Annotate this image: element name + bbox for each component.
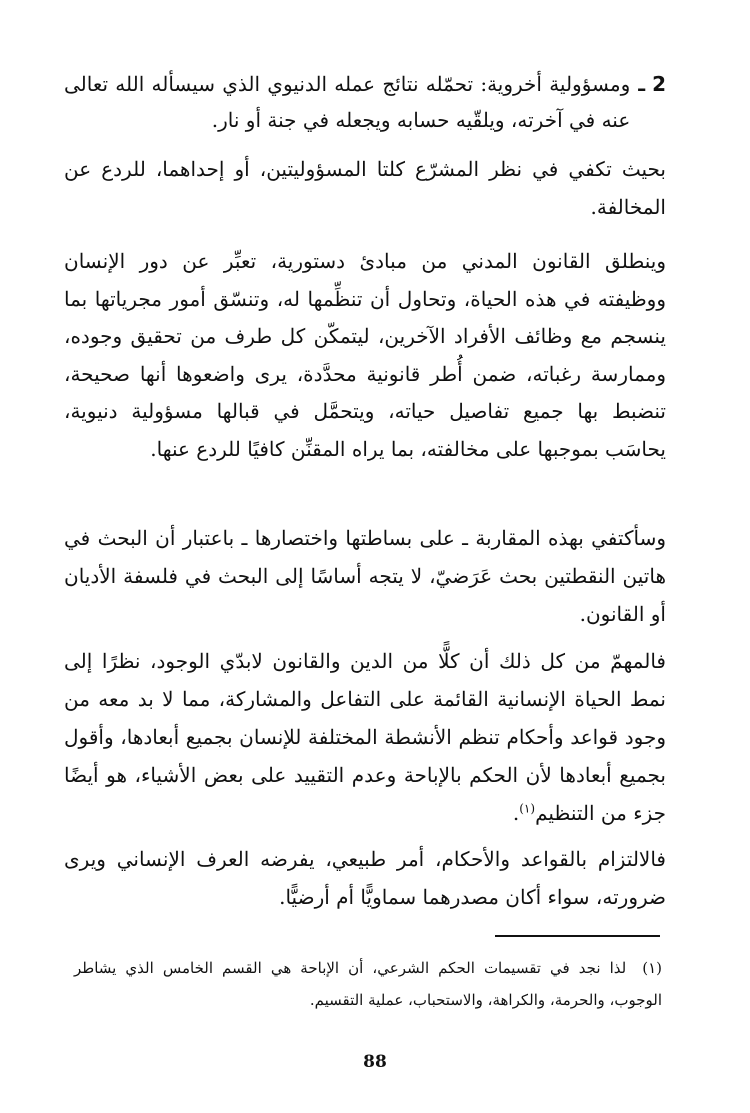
numbered-item-row: [64, 66, 666, 138]
item-number: 2 ـ: [638, 72, 666, 96]
footnote-marker: (١): [642, 959, 662, 977]
footnote: [74, 952, 662, 1016]
paragraph-3: وسأكتفي بهذه المقاربة ـ على بساطتها واختصارها ـ باعتبار أن البحث في هاتين النقطتين بحث عَرَضيّ، لا يتجه أساسًا إلى البحث في فلسفة الأديان أو القانون.: [64, 526, 666, 626]
paragraph-2: وينطلق القانون المدني من مبادئ دستورية، تعبِّر عن دور الإنسان ووظيفته في هذه الحياة، وتحاول أن تنظِّمها له، وتنسّق أمور مجرياتها بما ينسجم مع وظائف الأفراد الآخرين، ليتمكّن كل طرف من تحقيق وجوده، وممارسة رغباته، ضمن أُطر قانونية محدَّدة، يرى واضعوها أنها صحيحة، تنضبط بها جميع تفاصيل حياته، ويتحمَّل في قبالها مسؤولية دنيوية، يحاسَب بموجبها على مخالفته، بما يراه المقنِّن كافيًا للردع عنها.: [64, 249, 667, 461]
paragraph-4: [64, 642, 666, 832]
paragraph-4-end: .: [512, 801, 520, 825]
numbered-item: [64, 66, 666, 138]
footnote-divider: [495, 935, 660, 937]
paragraph-5: فالالتزام بالقواعد والأحكام، أمر طبيعي، يفرضه العرف الإنساني ويرى ضرورته، سواء أكان مصدرهما سماويًّا أم أرضيًّا.: [64, 847, 666, 909]
paragraph-4-text: فالمهمّ من كل ذلك أن كلًّا من الدين والقانون لابدّي الوجود، نظرًا إلى نمط الحياة الإنسانية القائمة على التفاعل والمشاركة، مما لا بد معه من وجود قواعد وأحكام تنظم الأنشطة المختلفة للإنسان بجميع أبعادها، وأقول بجميع أبعادها لأن الحكم بالإباحة وعدم التقييد على بعض الأشياء، هو أيضًا جزء من التنظيم: [64, 649, 666, 825]
paragraph-1: بحيث تكفي في نظر المشرّع كلتا المسؤوليتين، أو إحداهما، للردع عن المخالفة.: [64, 157, 666, 219]
footnote-reference[interactable]: (١): [519, 801, 536, 816]
item-text: ومسؤولية أخروية: تحمّله نتائج عمله الدنيوي الذي سيسأله الله تعالى عنه في آخرته، ويلقّيه حسابه ويجعله في جنة أو نار.: [64, 72, 631, 132]
footnote-text: لذا نجد في تقسيمات الحكم الشرعي، أن الإباحة هي القسم الخامس الذي يشاطر الوجوب، والحرمة، والكراهة، والاستحباب، عملية التقسيم.: [74, 959, 662, 1009]
page-number: 88: [363, 1052, 387, 1072]
